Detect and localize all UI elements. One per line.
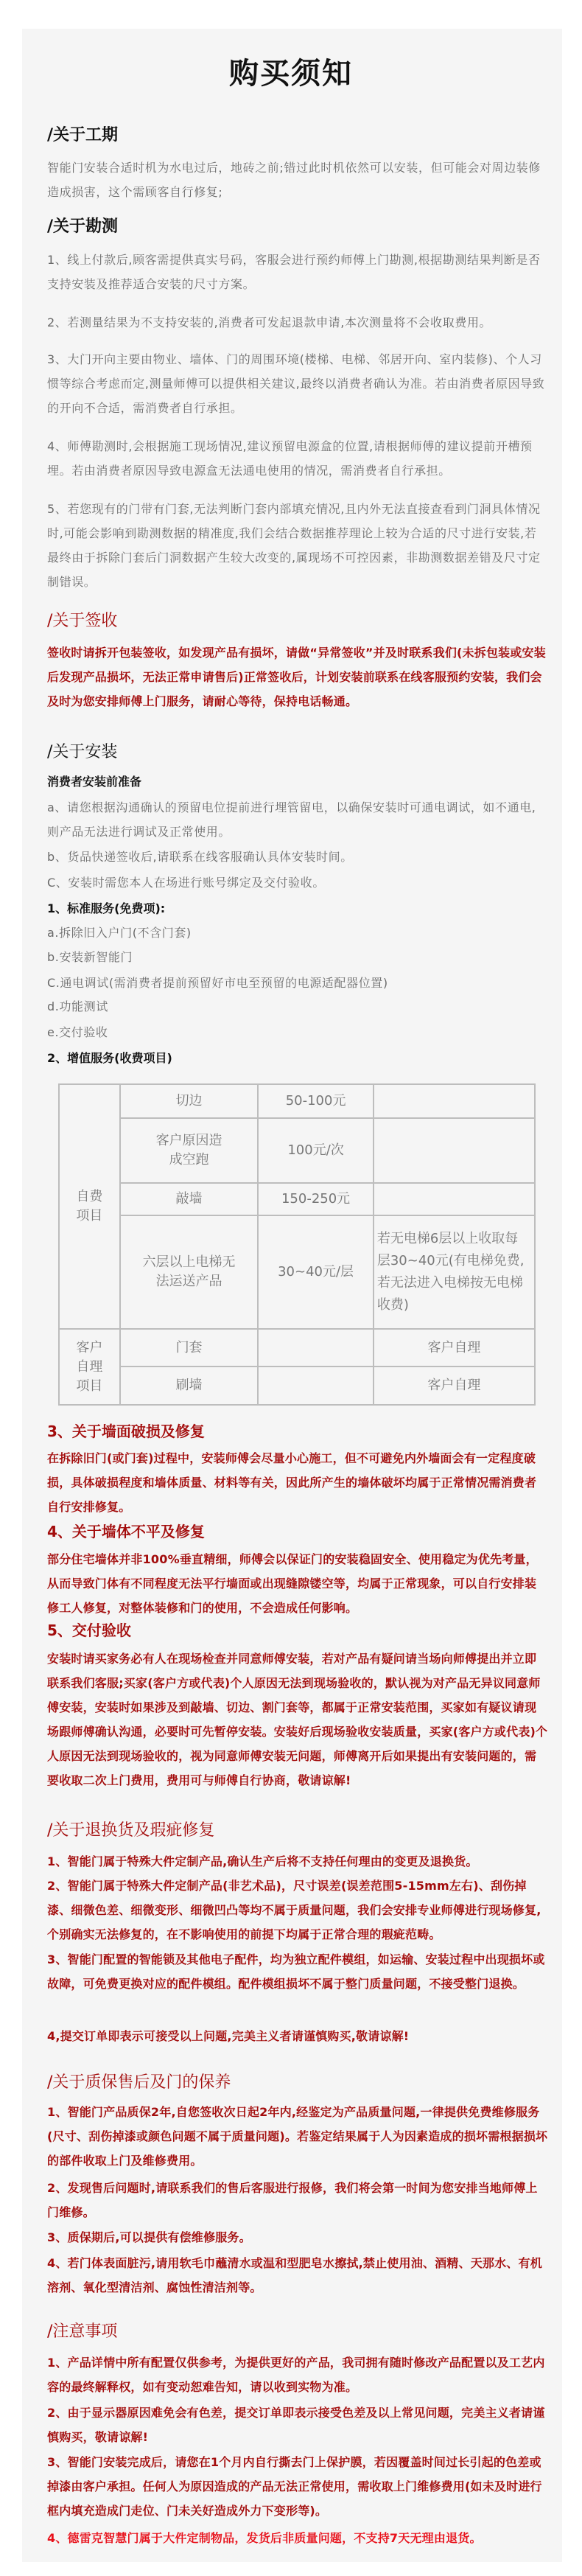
notes-item: 3、智能门安装完成后，请您在1个月内自行撕去门上保护膜，若因覆盖时间过长引起的色差或掉漆由客户承担。任何人为原因造成的产品无法正常使用，需收取上门维修费用(如未及时进行框内填充造成门走位、门未关好造成外力下变形等)。 [47, 2455, 542, 2518]
returns-heading: /关于退换货及瑕疵修复 [47, 1821, 215, 1840]
value-title: 2、增值服务(收费项目) [47, 1051, 172, 1065]
notes-heading: /注意事项 [47, 2322, 118, 2341]
acceptance-body: 安装时请买家务必有人在现场检查并同意师傅安装，若对产品有疑问请当场向师傅提出并立即联系我们客服;买家(客户方或代表)个人原因无法到现场验收的，默认视为对产品无异议同意师傅安装，安装时如果涉及到敲墙、切边、割门套等，都属于正常安装范围，买家如有疑议请现场跟师傅确认沟通，必要时可先暂停安装。安装好后现场验收安装质量，买家(客户方或代表)个人原因无法到现场验收的，视为同意师傅安装无问题，师傅离开后如果提出有安装问题的，需要收取二次上门费用，费用可与师傅自行协商，敬请谅解! [47, 1652, 548, 1787]
notes-item-no-return: 4、德雷克智慧门属于大件定制物品，发货后非质量问题，不支持7天无理由退货。 [47, 2531, 482, 2545]
item-cell: 切边 [120, 1084, 259, 1118]
standard-title: 1、标准服务(免费项): [47, 901, 166, 915]
warranty-item: 1、智能门产品质保2年,自您签收次日起2年内,经鉴定为产品质量问题,一律提供免费维修服务(尺寸、刮伤掉漆或颜色问题不属于质量问题)。若鉴定结果属于人为因素造成的损坏需根据损坏的部件收取上门及维修费用。 [47, 2105, 548, 2168]
wall-damage-body: 在拆除旧门(或门套)过程中，安装师傅会尽量小心施工，但不可避免内外墙面会有一定程度破损，具体破损程度和墙体质量、材料等有关，因此所产生的墙体破坏均属于正常情况需消费者自行安排修复。 [47, 1451, 537, 1514]
returns-item: 2、智能门属于特殊大件定制产品(非艺术品)，尺寸误差(误差范围5-15mm左右)、刮伤掉漆、细微色差、细微变形、细微凹凸等均不属于质量问题，我们会安排专业师傅进行现场修复,个别确实无法修复的，在不影响使用的前提下均属于正常合理的瑕疵范畴。 [47, 1879, 541, 1941]
acceptance-title: 5、交付验收 [47, 1622, 131, 1639]
survey-item: 5、若您现有的门带有门套,无法判断门套内部填充情况,且内外无法直接查看到门洞具体情况时,可能会影响到勘测数据的精准度,我们会结合数据推荐理论上较为合适的尺寸进行安装,若最终由于拆除门套后门洞数据产生较大改变的,属现场不可控因素，非勘测数据差错及尺寸定制错误。 [47, 502, 541, 589]
price-cell: 50-100元 [258, 1084, 374, 1118]
receipt-heading: /关于签收 [47, 612, 118, 630]
price-cell: 30~40元/层 [258, 1215, 374, 1329]
note-cell: 若无电梯6层以上收取每层30~40元(有电梯免费,若无法进入电梯按无电梯收费) [374, 1215, 535, 1329]
standard-item: a.拆除旧入户门(不含门套) [47, 926, 192, 940]
notes-item: 1、产品详情中所有配置仅供参考，为提供更好的产品，我司拥有随时修改产品配置以及工艺内容的最终解释权，如有变动恕难告知，请以收到实物为准。 [47, 2356, 545, 2394]
note-cell [374, 1118, 535, 1183]
work-period-heading: /关于工期 [47, 126, 119, 144]
page-title: 购买须知 [229, 57, 353, 91]
price-cell: 150-250元 [258, 1183, 374, 1215]
warranty-item: 3、质保期后,可以提供有偿维修服务。 [47, 2230, 251, 2244]
fee-table [58, 1083, 536, 1406]
prep-item: b、货品快递签收后,请联系在线客服确认具体安装时间。 [47, 850, 353, 864]
table-row [59, 1215, 535, 1329]
price-cell: 100元/次 [258, 1118, 374, 1183]
item-cell: 刷墙 [120, 1366, 259, 1405]
table-row [59, 1329, 535, 1366]
prep-title: 消费者安装前准备 [47, 775, 142, 789]
wall-uneven-title: 4、关于墙体不平及修复 [47, 1523, 205, 1540]
standard-item: b.安装新智能门 [47, 950, 133, 964]
table-row [59, 1084, 535, 1118]
note-cell: 客户自理 [374, 1366, 535, 1405]
price-cell [258, 1329, 374, 1366]
standard-item: d.功能测试 [47, 999, 108, 1013]
wall-uneven-body: 部分住宅墙体并非100%垂直精细，师傅会以保证门的安装稳固安全、使用稳定为优先考量，从而导致门体有不同程度无法平行墙面或出现缝隙镂空等，均属于正常现象，可以自行安排装修工人修复，对整体装修和门的使用，不会造成任何影响。 [47, 1552, 538, 1615]
note-cell [374, 1084, 535, 1118]
receipt-body: 签收时请拆开包装签收，如发现产品有损坏，请做“异常签收”并及时联系我们(未拆包装或安装后发现产品损坏，无法正常申请售后)正常签收后，计划安装前联系在线客服预约安装，我们会及时为您安排师傅上门服务，请耐心等待，保持电话畅通。 [47, 646, 546, 708]
survey-item: 4、师傅勘测时,会根据施工现场情况,建议预留电源盒的位置,请根据师傅的建议提前开槽预埋。若由消费者原因导致电源盒无法通电使用的情况，需消费者自行承担。 [47, 439, 533, 478]
table-row [59, 1183, 535, 1215]
warranty-item: 2、发现售后问题时,请联系我们的售后客服进行报修，我们将会第一时间为您安排当地师傅上门维修。 [47, 2181, 538, 2219]
returns-item: 4,提交订单即表示可接受以上问题,完美主义者请谨慎购买,敬请谅解! [47, 2029, 410, 2043]
prep-item: a、请您根据沟通确认的预留电位提前进行埋管留电，以确保安装时可通电调试，如不通电,则产品无法进行调试及正常使用。 [47, 800, 536, 839]
group-cell: 客户自理项目 [59, 1329, 120, 1405]
survey-item: 1、线上付款后,顾客需提供真实号码，客服会进行预约师傅上门勘测,根据勘测结果判断是否支持安装及推荐适合安装的尺寸方案。 [47, 253, 541, 291]
standard-item: e.交付验收 [47, 1025, 108, 1039]
prep-item: C、安装时需您本人在场进行账号绑定及交付验收。 [47, 876, 325, 890]
item-cell: 敲墙 [120, 1183, 259, 1215]
work-period-body: 智能门安装合适时机为水电过后，地砖之前;错过此时机依然可以安装，但可能会对周边装修造成损害，这个需顾客自行修复; [47, 161, 541, 199]
table-row [59, 1118, 535, 1183]
returns-item: 1、智能门属于特殊大件定制产品,确认生产后将不支持任何理由的变更及退换货。 [47, 1854, 478, 1868]
install-heading: /关于安装 [47, 743, 118, 761]
survey-item: 2、若测量结果为不支持安装的,消费者可发起退款申请,本次测量将不会收取费用。 [47, 315, 492, 329]
note-cell: 客户自理 [374, 1329, 535, 1366]
table-row [59, 1366, 535, 1405]
survey-heading: /关于勘测 [47, 217, 119, 236]
survey-item: 3、大门开向主要由物业、墙体、门的周围环境(楼梯、电梯、邻居开向、室内装修)、个人习惯等综合考虑而定,测量师傅可以提供相关建议,最终以消费者确认为准。若由消费者原因导致的开向不合适，需消费者自行承担。 [47, 352, 545, 415]
item-cell: 门套 [120, 1329, 259, 1366]
item-cell: 客户原因造成空跑 [120, 1118, 259, 1183]
note-cell [374, 1183, 535, 1215]
notes-item: 2、由于显示器原因难免会有色差，提交订单即表示接受色差及以上常见问题，完美主义者请谨慎购买，敬请谅解! [47, 2406, 545, 2444]
group-cell: 自费项目 [59, 1084, 120, 1329]
item-cell: 六层以上电梯无法运送产品 [120, 1215, 259, 1329]
warranty-item: 4、若门体表面脏污,请用软毛巾蘸清水或温和型肥皂水擦拭,禁止使用油、酒精、天那水、有机溶剂、氧化型清洁剂、腐蚀性清洁剂等。 [47, 2256, 542, 2294]
wall-damage-title: 3、关于墙面破损及修复 [47, 1423, 205, 1440]
returns-item: 3、智能门配置的智能锁及其他电子配件，均为独立配件模组，如运输、安装过程中出现损坏或故障，可免费更换对应的配件模组。配件模组损坏不属于整门质量问题，不接受整门退换。 [47, 1952, 545, 1991]
warranty-heading: /关于质保售后及门的保养 [47, 2073, 231, 2092]
standard-item: C.通电调试(需消费者提前预留好市电至预留的电源适配器位置) [47, 976, 388, 990]
price-cell [258, 1366, 374, 1405]
